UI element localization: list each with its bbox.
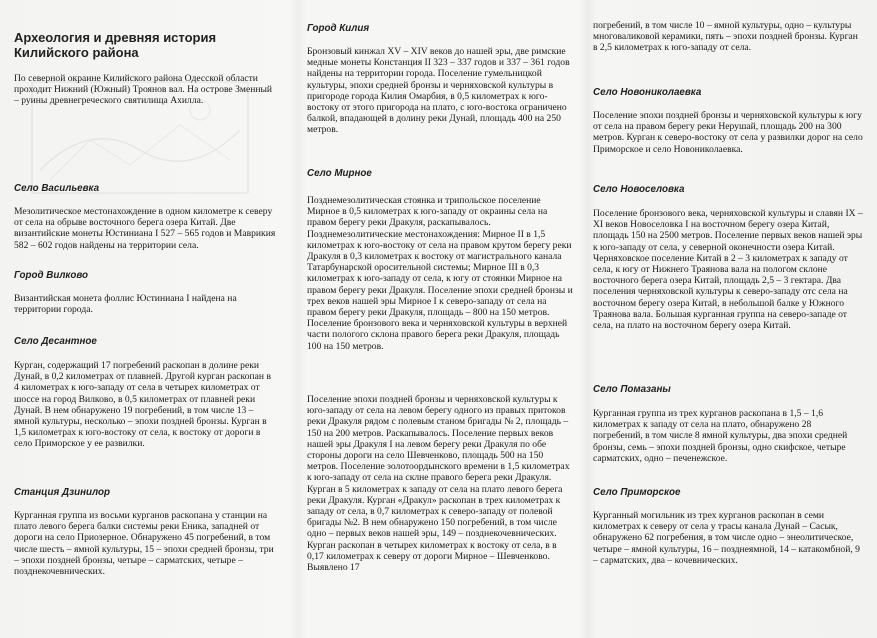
document-title: Археология и древняя история Килийского района <box>14 30 217 60</box>
section-heading-pomazany: Село Помазаны <box>593 384 671 395</box>
section-text-primorskoe: Курганный могильник из трех курганов раскопан в семи километрах к северу от села у трасы канала Дунай – Сасык, обнаружено 62 погребения, в том числе одно – энеолитическое, четыре – ямной культуры, 16 – позднеямной, 14 – катакомбной, 9 – сарматских, два – кочевнических. <box>593 510 860 566</box>
section-text-novonikolaevka: Поселение эпохи поздней бронзы и черняховской культуры к югу от села на правом берегу реки Нерушай, площадь 200 на 300 метров. Курган к северо-востоку от села у развилки дорог на село Приморское и село Новониколаевка. <box>593 110 863 155</box>
section-text-vilkovo: Византийская монета фоллис Юстиниана I найдена на территории города. <box>14 293 237 316</box>
section-heading-kiliya: Город Килия <box>307 23 370 34</box>
intro-paragraph: По северной окраине Килийского района Одесской области проходит Нижний (Южный) Троянов вал. На острове Зменный – руины древнегреческого святилища Ахилла. <box>14 73 273 107</box>
section-text-dzinilor: Курганная группа из восьми курганов раскопана у станции на плато левого берега балки системы реки Еника, западней от дороги на село Приозерное. Обнаружено 45 погребений, в том числе шесть – ямной культуры, 15 – эпохи средней бронзы, три – эпохи поздней бронзы, четыре – сарматских, четыре – позднекочевнических. <box>14 510 274 578</box>
column-2 <box>307 0 575 638</box>
section-text-mirnoe-continued: Поселение эпохи поздней бронзы и черняховской культуры к юго-западу от села на левом берегу одного из правых притоков реки Дракуля рядом с полевым станом бригады № 2, площадь – 150 на 200 метров. Раскапывалось. Поселение первых веков нашей эры Дракуля I на левом берегу реки Дракуля по обе стороны дороги на село Шевченково, площадь 500 на 150 метров. Поселение золотоордынского времени в 1,5 километрах к юго-западу от села на склне правого берега реки Дракуля. Курган в 5 километрах к западу от села на плато левого берега реки Дракуля. Курган «Дракул» раскопан в трех километрах к западу от села, в 0,7 километрах к северо-западу от полевой бригады №2. В нем обнаружено 150 погребений, в том числе одно – первых веков нашей эры, 149 – позднекочевнических. Курган раскопан в четырех километрах к востоку от села, в в 0,17 километрах к северу от дороги Мирное – Шевченково. Выявлено 17 <box>307 394 570 574</box>
section-heading-novoselovka: Село Новоселовка <box>593 184 685 195</box>
section-text-kiliya: Бронзовый кинжал XV – XIV веков до нашей эры, две римские медные монеты Констанция II 323 – 337 годов и 337 – 361 годов найдены на территории города. Поселение гумельницкой культуры, эпохи средней бронзы и черняховской культуры в пригороде города Килия Омарбия, в 0,5 километрах к юго-востоку от этого пригорода на плато, с юго-востока ограничено балкой, впадающей в долину реки Дунай, площадь 400 на 250 метров. <box>307 46 570 136</box>
column-3 <box>593 0 863 638</box>
section-heading-vilkovo: Город Вилково <box>14 270 89 281</box>
section-heading-primorskoe: Село Приморское <box>593 487 681 498</box>
section-text-mirnoe: Позднемезолитическая стоянка и трипольское поселение Мирное в 0,5 километрах к юго-западу от окраины села на правом берегу реки Дракуля, раскапывалось. Позднемезолитические местонахождения: Мирное II в 1,5 километрах к юго-востоку от села на правом крутом берегу реки Дракуля в 0,3 километрах к востоку от магистрального канала Татарбунарской оросительной системы; Мирное III в 0,3 километрах к юго-западу от села, к югу от стоянки Мирное на правом берегу реки Дракуля. Поселение эпохи средней бронзы и трех веков нашей эры Мирное I к северо-западу от села на правом берегу реки Дракуля, площадь – 800 на 150 метров. Поселение бронзового века и черняховской культуры в верхней части пологого склона правого берега реки Дракуля, площадь 100 на 150 метров. <box>307 195 573 352</box>
section-text-novoselovka: Поселение бронзового века, черняховской культуры и славян IX – XI веков Новоселовка I на восточном берегу озера Китай, площадь 150 на 2500 метров. Поселение первых веков нашей эры к юго-западу от села, у северной оконечности озера Китай. Черняховское поселение Китай в 2 – 3 километрах к западу от села, к югу от Нижнего Траянова вала на пологом склоне восточного берега озера Китай, площадь 2,5 – 3 гектара. Два поселения черняховской культуры к северо-западу отс села на восточном берегу озера Китай, в небольшой балке у Южного Траянова вала. Большая курганная группа на северо-западе от села, на плато на восточном берегу озера Китай. <box>593 208 863 332</box>
section-heading-vasilevka: Село Васильевка <box>14 183 100 194</box>
continued-text: погребений, в том числе 10 – ямной культуры, одно – культуры многоваликовой керамики, пять – эпохи поздней бронзы. Курган в 2,5 километрах к юго-западу от села. <box>593 20 858 54</box>
section-heading-novonikolaevka: Село Новониколаевка <box>593 87 702 98</box>
section-heading-dzinilor: Станция Дзинилор <box>14 487 110 498</box>
column-1 <box>14 0 276 638</box>
section-text-vasilevka: Мезолитическое местонахождение в одном километре к северу от села на обрыве восточного берега озера Китай. Две византийские монеты Юстиниана I 527 – 565 годов и Маврикия 582 – 602 годов найдены на территории села. <box>14 206 276 251</box>
section-heading-desantnoe: Село Десантное <box>14 336 97 347</box>
section-text-pomazany: Курганная группа из трех курганов раскопана в 1,5 – 1,6 километрах к западу от села на плато, обнаружено 28 погребений, в том числе 8 ямной культуры, два эпохи средней бронзы, семь – эпохи поздней бронзы, одно скифское, четыре сарматских, одно – печенежское. <box>593 408 848 464</box>
section-heading-mirnoe: Село Мирное <box>307 168 372 179</box>
section-text-desantnoe: Курган, содержащий 17 погребений раскопан в долине реки Дунай, в 0,2 километрах от плавней. Другой курган раскопан в 4 километрах к юго-западу от села в четырех километрах от шоссе на город Вилково, в 0,5 километрах от плавней реки Дунай. В нем обнаружено 19 погребений, в том числе 13 – ямной культуры, несколько – эпохи поздней бронзы. Курган в 1,5 километрах к юго-востоку от села, к востоку от дороги в село Приморское у ее развилки. <box>14 360 271 450</box>
